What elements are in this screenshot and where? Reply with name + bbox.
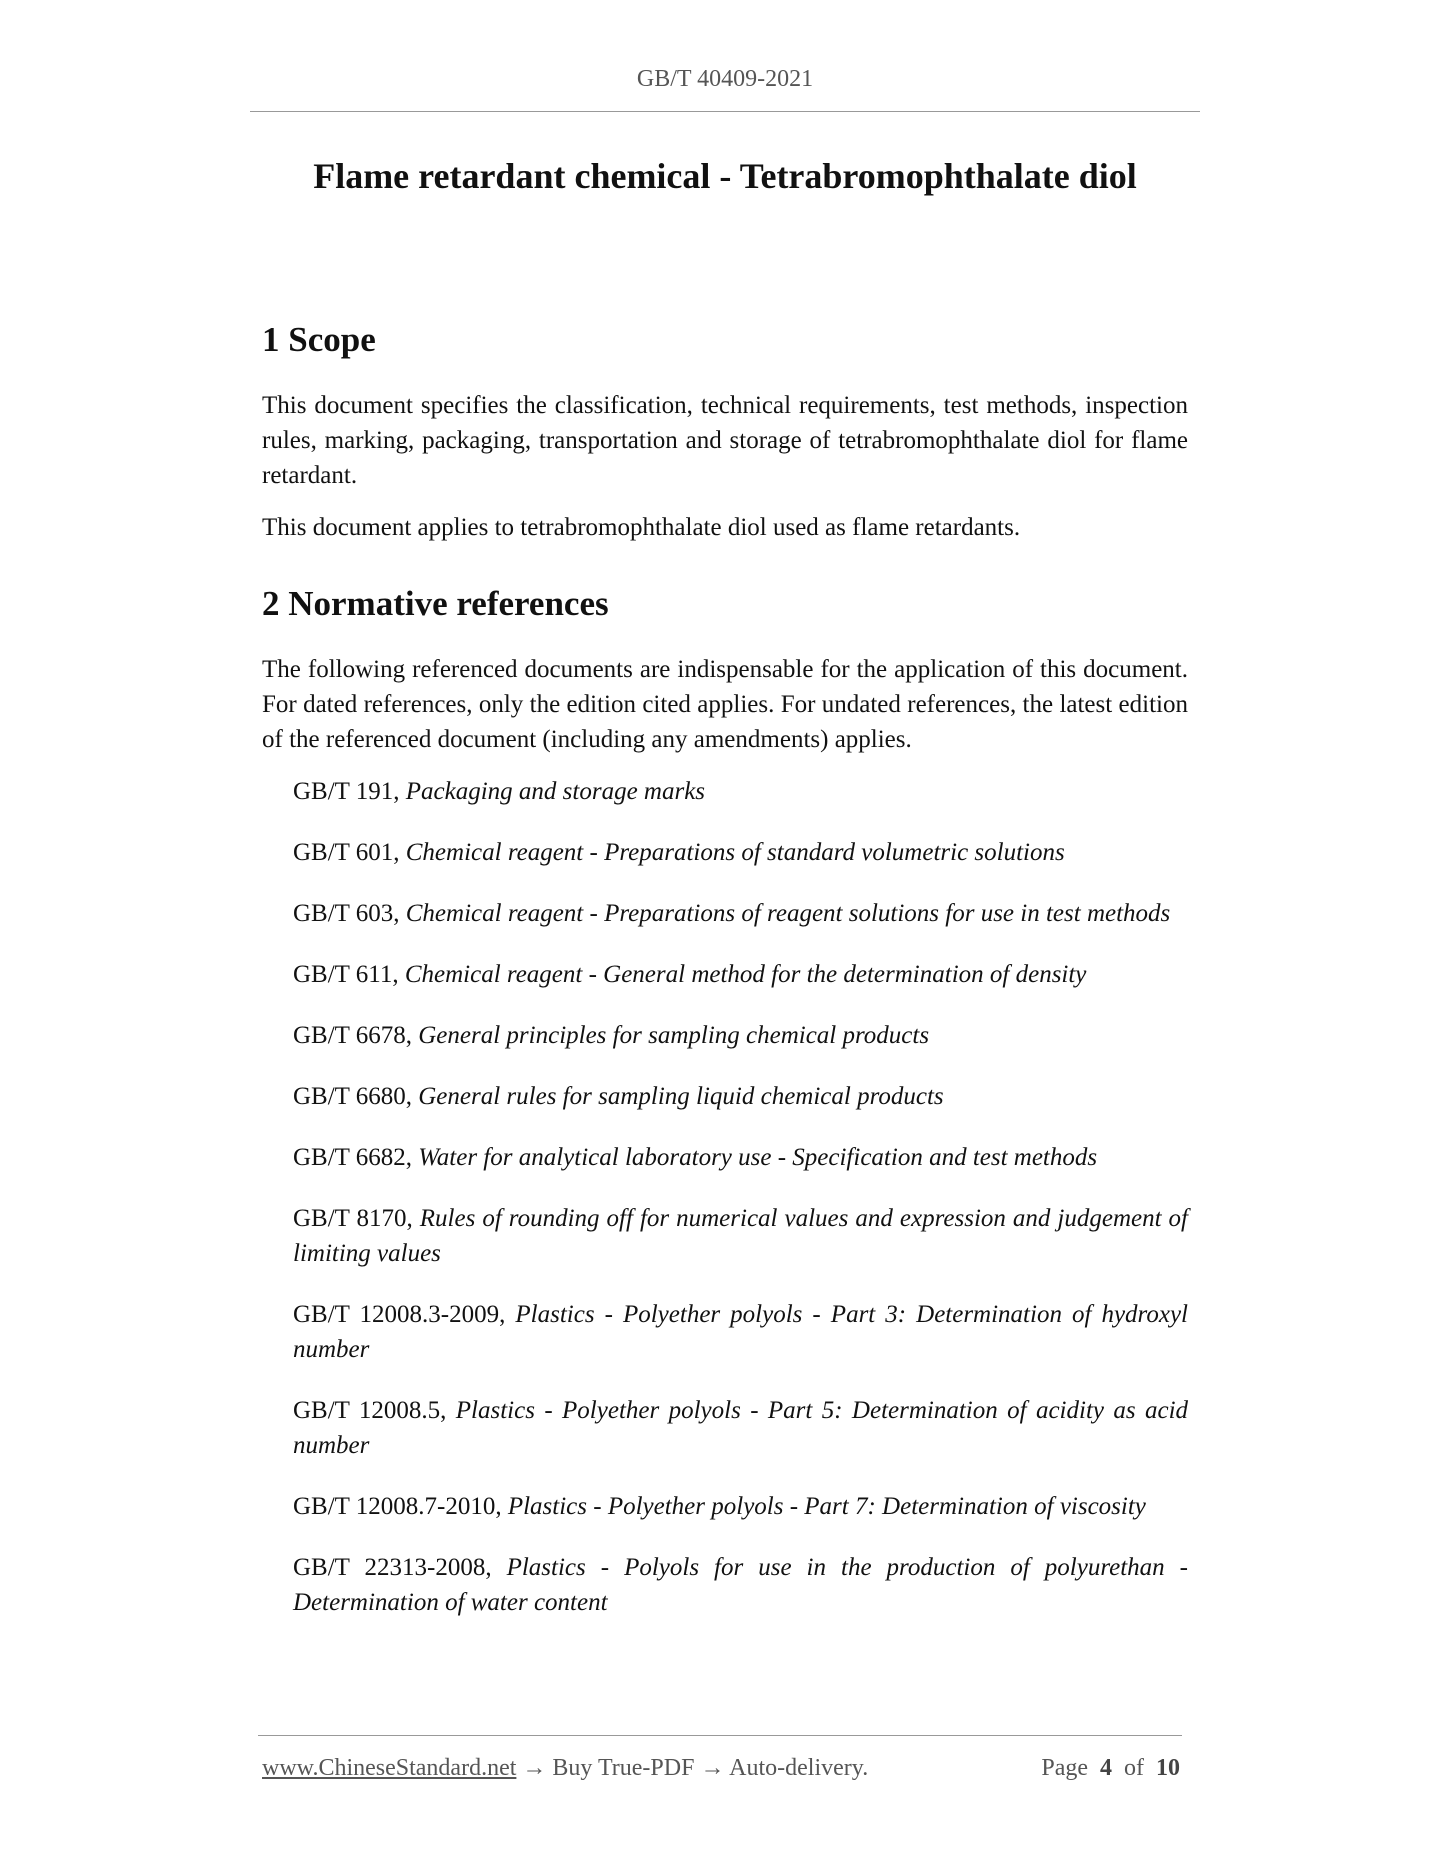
reference-item (293, 1079, 1188, 1114)
reference-item (293, 774, 1188, 809)
normative-intro-paragraph: The following referenced documents are indispensable for the application of this document. For dated references, only the edition cited applies. For undated references, the latest edition of the referenced document (including any amendments) applies. (262, 656, 1188, 753)
reference-code: GB/T 12008.3-2009, (293, 1301, 506, 1328)
current-page: 4 (1100, 1755, 1112, 1781)
reference-code: GB/T 6682, (293, 1144, 412, 1171)
section-heading-normative-references: 2 Normative references (262, 584, 609, 623)
reference-item (293, 835, 1188, 870)
reference-title: Plastics - Polyols for use in the production of polyurethan - Determination of water content (293, 1554, 1188, 1616)
reference-code: GB/T 12008.7-2010, (293, 1493, 502, 1520)
reference-item (293, 896, 1188, 931)
page-number (1041, 1755, 1180, 1782)
reference-title: Packaging and storage marks (405, 778, 706, 805)
reference-code: GB/T 603, (293, 900, 400, 927)
reference-item (293, 1018, 1188, 1053)
total-pages: 10 (1156, 1755, 1180, 1781)
reference-title: Plastics - Polyether polyols - Part 7: Determination of viscosity (507, 1493, 1146, 1520)
reference-item (293, 957, 1188, 992)
document-body (262, 318, 1188, 1646)
website-link[interactable]: www.ChineseStandard.net (262, 1755, 517, 1781)
reference-code: GB/T 8170, (293, 1205, 413, 1232)
reference-title: Water for analytical laboratory use - Specification and test methods (418, 1144, 1098, 1171)
reference-code: GB/T 6678, (293, 1022, 412, 1049)
reference-item (293, 1393, 1188, 1463)
buy-true-pdf-text: Buy True-PDF (552, 1755, 695, 1781)
reference-title: Plastics - Polyether polyols - Part 5: Determination of acidity as acid number (293, 1397, 1189, 1459)
reference-item (293, 1201, 1188, 1271)
reference-item (293, 1489, 1188, 1524)
reference-code: GB/T 611, (293, 961, 399, 988)
reference-title: General principles for sampling chemical products (418, 1022, 930, 1049)
header-divider (250, 111, 1200, 112)
document-title: Flame retardant chemical - Tetrabromophthalate diol (313, 156, 1137, 196)
reference-title: Chemical reagent - General method for the determination of density (404, 961, 1087, 988)
reference-code: GB/T 6680, (293, 1083, 412, 1110)
scope-paragraph: This document specifies the classification, technical requirements, test methods, inspection rules, marking, packaging, transportation and storage of tetrabromophthalate diol for flame retardant. (262, 392, 1188, 489)
reference-item (293, 1140, 1188, 1175)
section-heading-scope: 1 Scope (262, 320, 376, 359)
reference-item (293, 1550, 1188, 1620)
arrow-right-icon: → (700, 1755, 725, 1781)
reference-title: Plastics - Polyether polyols - Part 3: Determination of hydroxyl number (293, 1301, 1189, 1363)
reference-code: GB/T 601, (293, 839, 400, 866)
auto-delivery-text: Auto-delivery. (729, 1755, 869, 1781)
reference-code: GB/T 12008.5, (293, 1397, 447, 1424)
reference-code: GB/T 22313-2008, (293, 1554, 492, 1581)
scope-paragraph: This document applies to tetrabromophthalate diol used as flame retardants. (262, 514, 1021, 541)
reference-title: General rules for sampling liquid chemical products (418, 1083, 944, 1110)
header-standard-code: GB/T 40409-2021 (636, 66, 814, 92)
reference-title: Chemical reagent - Preparations of standard volumetric solutions (405, 839, 1065, 866)
reference-code: GB/T 191, (293, 778, 400, 805)
reference-title: Rules of rounding off for numerical values and expression and judgement of limiting values (293, 1205, 1189, 1267)
footer-divider (258, 1735, 1182, 1736)
reference-item (293, 1297, 1188, 1367)
footer-promo (262, 1755, 868, 1782)
page-label: Page (1041, 1755, 1088, 1781)
arrow-right-icon: → (522, 1755, 547, 1781)
reference-title: Chemical reagent - Preparations of reagent solutions for use in test methods (405, 900, 1171, 927)
of-label: of (1124, 1755, 1144, 1781)
reference-list (262, 774, 1188, 1620)
